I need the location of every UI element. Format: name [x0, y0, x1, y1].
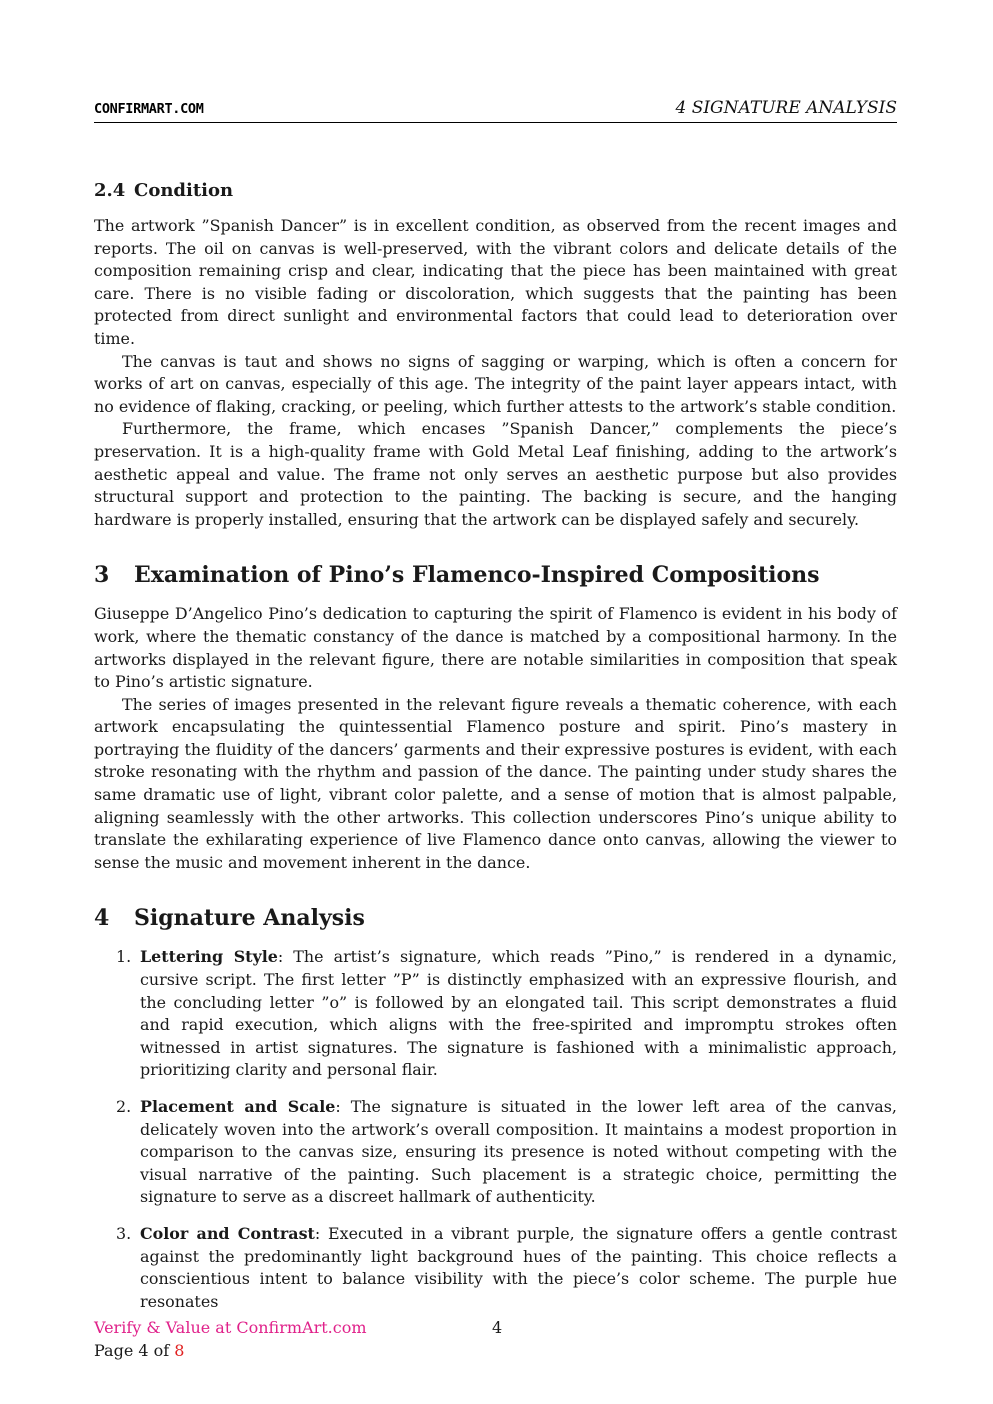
list-item-text: : The signature is situated in the lower left area of the canvas, delicately woven into the artwork’s overall composition. It maintains a modest proportion in comparison to the canvas size, ensuring its presence is noted without competing with the visual narrative of the painting. Such placement is a strategic choice, permitting the signature to serve as a discreet hallmark of authenticity.: [140, 1097, 897, 1207]
page-count: [94, 1339, 897, 1362]
section-heading-signature-analysis: [94, 902, 897, 934]
section-number: 3: [94, 562, 110, 589]
page-content: [94, 178, 897, 1327]
condition-paragraph-2: The canvas is taut and shows no signs of sagging or warping, which is often a concern for works of art on canvas, especially of this age. The integrity of the paint layer appears intact, with no evidence of flaking, cracking, or peeling, which further attests to the artwork’s stable condition.: [94, 351, 897, 416]
list-item-term: Lettering Style: [140, 947, 278, 967]
page-footer: [94, 1316, 897, 1362]
page-total-link[interactable]: 8: [174, 1341, 185, 1360]
list-item-text: : The artist’s signature, which reads ”Pino,” is rendered in a dynamic, cursive script. The first letter ”P” is distinctly emphasized with an expressive flourish, and the concluding letter ”o” is followed by an elongated tail. This script demonstrates a fluid and rapid execution, which aligns with the free-spirited and impromptu strokes often witnessed in artist signatures. The signature is fashioned with a minimalistic approach, prioritizing clarity and personal flair.: [140, 947, 897, 1080]
section-heading-examination: [94, 559, 897, 591]
condition-paragraph-1: The artwork ”Spanish Dancer” is in excellent condition, as observed from the recent images and reports. The oil on canvas is well-preserved, with the vibrant colors and delicate details of the composition remaining crisp and clear, indicating that the piece has been maintained with great care. There is no visible fading or discoloration, which suggests that the painting has been protected from direct sunlight and environmental factors that could lead to deterioration over time.: [94, 216, 897, 348]
subsection-title: Condition: [134, 180, 234, 201]
list-item-text: : Executed in a vibrant purple, the signature offers a gentle contrast against the predominantly light background hues of the painting. This choice reflects a conscientious intent to balance visibility with the piece’s color scheme. The purple hue resonates: [140, 1223, 898, 1311]
section-number: 4: [94, 905, 110, 932]
confirmart-link[interactable]: Verify & Value at ConfirmArt.com: [94, 1318, 367, 1337]
list-item: [94, 1096, 897, 1209]
condition-paragraph-3: Furthermore, the frame, which encases ”Spanish Dancer,” complements the piece’s preservation. It is a high-quality frame with Gold Metal Leaf finishing, adding to the artwork’s aesthetic appeal and value. The frame not only serves an aesthetic purpose but also provides structural support and protection to the painting. The backing is secure, and the hanging hardware is properly installed, ensuring that the artwork can be displayed safely and securely.: [94, 419, 897, 529]
signature-analysis-list: [94, 946, 897, 1313]
list-item-term: Placement and Scale: [140, 1097, 336, 1116]
list-marker: 2.: [116, 1097, 132, 1116]
page-count-label: Page 4 of: [94, 1341, 175, 1360]
confirmart-logo: CONFIRMART.COM: [94, 101, 204, 117]
subsection-heading-condition: [94, 178, 897, 204]
section-title: Examination of Pino’s Flamenco-Inspired Compositions: [134, 562, 820, 589]
page-header: [94, 98, 897, 123]
subsection-number: 2.4: [94, 180, 126, 201]
examination-paragraph-2: The series of images presented in the relevant figure reveals a thematic coherence, with each artwork encapsulating the quintessential Flamenco posture and spirit. Pino’s mastery in portraying the fluidity of the dancers’ garments and their expressive postures is evident, with each stroke resonating with the rhythm and passion of the dance. The painting under study shares the same dramatic use of light, vibrant color palette, and a sense of motion that is almost palpable, aligning seamlessly with the other artworks. This collection underscores Pino’s unique ability to translate the exhilarating experience of live Flamenco dance onto canvas, allowing the viewer to sense the music and movement inherent in the dance.: [94, 694, 897, 872]
page-number: 4: [492, 1318, 503, 1337]
list-item-term: Color and Contrast: [140, 1223, 315, 1243]
list-marker: 1.: [116, 947, 132, 967]
running-head: 4 SIGNATURE ANALYSIS: [675, 98, 897, 118]
section-title: Signature Analysis: [134, 905, 365, 932]
list-marker: 3.: [116, 1223, 132, 1243]
list-item: [94, 946, 897, 1082]
examination-paragraph-1: Giuseppe D’Angelico Pino’s dedication to capturing the spirit of Flamenco is evident in his body of work, where the thematic constancy of the dance is matched by a compositional harmony. In the artworks displayed in the relevant figure, there are notable similarities in composition that speak to Pino’s artistic signature.: [94, 604, 897, 692]
list-item: [94, 1223, 897, 1313]
